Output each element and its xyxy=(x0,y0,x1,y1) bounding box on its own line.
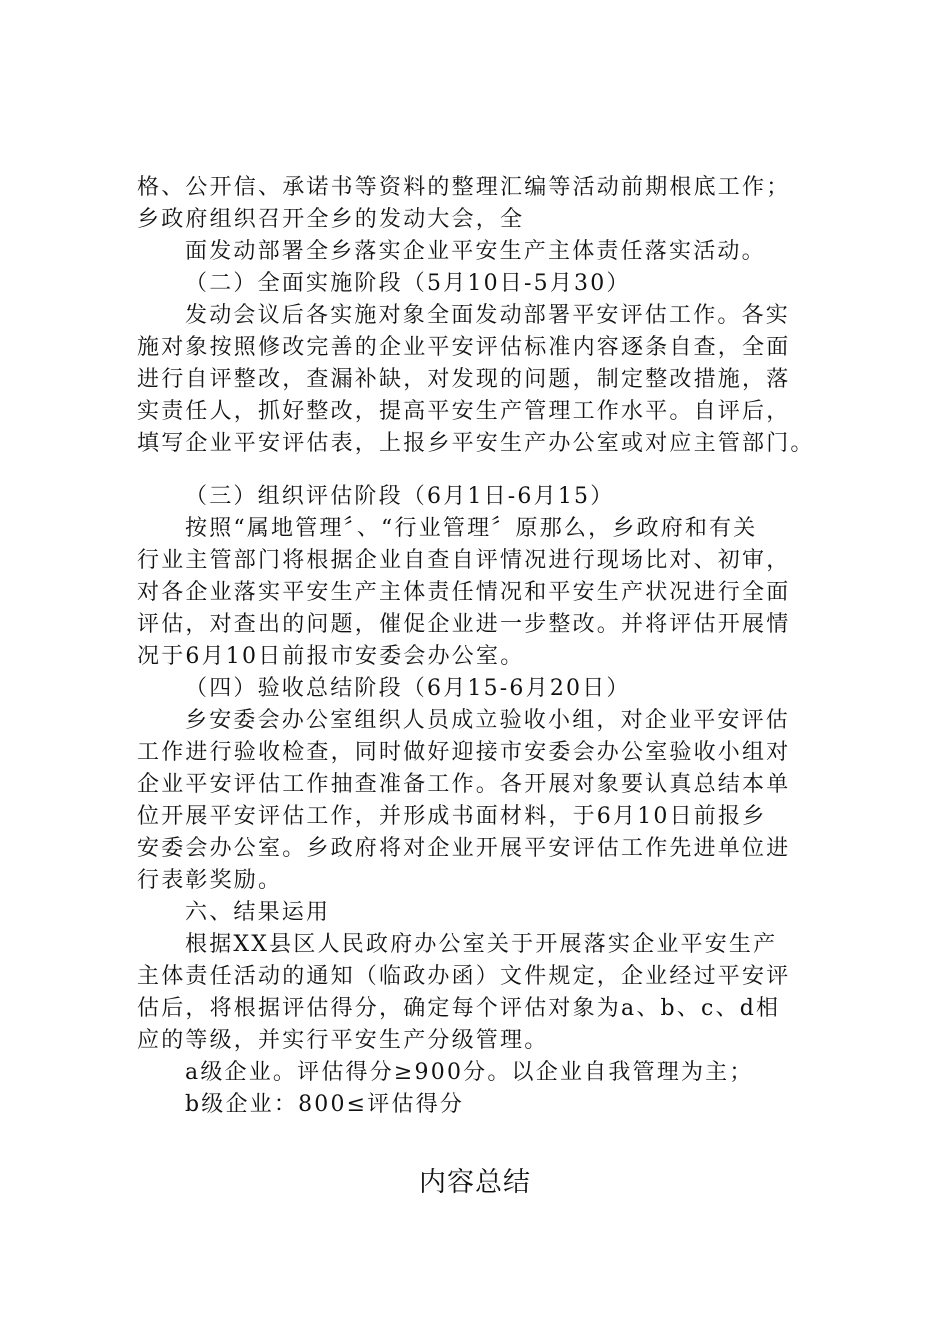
text-line-20: 位开展平安评估工作，并形成书面材料，于6月10日前报乡 xyxy=(137,804,767,829)
text-line-25: 主体责任活动的通知（临政办函）文件规定，企业经过平安评 xyxy=(137,964,791,989)
text-line-26: 估后，将根据评估得分，确定每个评估对象为a、b、c、d相 xyxy=(137,996,781,1021)
text-line-24: 根据XX县区人民政府办公室关于开展落实企业平安生产 xyxy=(185,932,778,957)
text-line-5: 发动会议后各实施对象全面发动部署平安评估工作。各实 xyxy=(185,303,791,328)
text-line-27: 应的等级，并实行平安生产分级管理。 xyxy=(137,1028,549,1053)
text-line-7: 进行自评整改，查漏补缺，对发现的问题，制定整改措施，落 xyxy=(137,367,791,392)
text-line-6: 施对象按照修改完善的企业平安评估标准内容逐条自查，全面 xyxy=(137,335,791,360)
text-line-19: 企业平安评估工作抽查准备工作。各开展对象要认真总结本单 xyxy=(137,772,791,797)
text-line-15: 况于6月10日前报市安委会办公室。 xyxy=(137,644,525,669)
text-line-1: 格、公开信、承诺书等资料的整理汇编等活动前期根底工作； xyxy=(137,175,791,200)
text-line-13: 对各企业落实平安生产主体责任情况和平安生产状况进行全面 xyxy=(137,580,791,605)
section-heading-4: （四）验收总结阶段（6月15-6月20日） xyxy=(185,676,631,701)
text-line-8: 实责任人，抓好整改，提高平安生产管理工作水平。自评后， xyxy=(137,399,791,424)
section-heading-3: （三）组织评估阶段（6月1日-6月15） xyxy=(185,484,615,509)
text-line-21: 安委会办公室。乡政府将对企业开展平安评估工作先进单位进 xyxy=(137,836,791,861)
text-line-11: 按照“属地管理〞、“行业管理〞原那么，乡政府和有关 xyxy=(185,516,758,541)
text-line-3: 面发动部署全乡落实企业平安生产主体责任落实活动。 xyxy=(185,239,766,264)
section-heading-2: （二）全面实施阶段（5月10日-5月30） xyxy=(185,271,631,296)
text-line-29: b级企业：800≤评估得分 xyxy=(185,1092,465,1117)
text-line-12: 行业主管部门将根据企业自查自评情况进行现场比对、初审， xyxy=(137,548,791,573)
text-line-9: 填写企业平安评估表，上报乡平安生产办公室或对应主管部门。 xyxy=(137,431,815,456)
text-line-18: 工作进行验收检查，同时做好迎接市安委会办公室验收小组对 xyxy=(137,740,791,765)
text-line-14: 评估，对查出的问题，催促企业进一步整改。并将评估开展情 xyxy=(137,612,791,637)
text-line-22: 行表彰奖励。 xyxy=(137,868,283,893)
section-heading-6: 六、结果运用 xyxy=(185,900,331,925)
text-line-28: a级企业。评估得分≥900分。以企业自我管理为主； xyxy=(185,1060,754,1085)
summary-title: 内容总结 xyxy=(419,1167,531,1198)
text-line-17: 乡安委会办公室组织人员成立验收小组，对企业平安评估 xyxy=(185,708,791,733)
text-line-2: 乡政府组织召开全乡的发动大会，全 xyxy=(137,207,525,232)
